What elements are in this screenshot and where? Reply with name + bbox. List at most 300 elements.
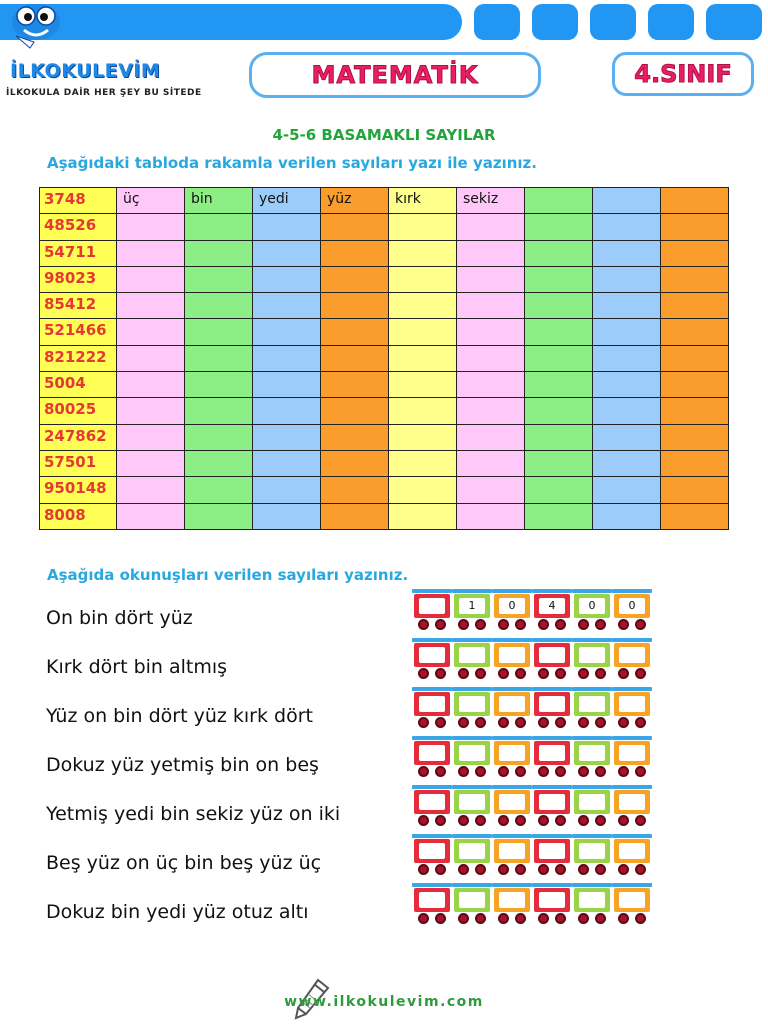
wheel-icon <box>555 815 566 826</box>
example-word-cell[interactable]: yedi <box>253 188 321 214</box>
answer-cell[interactable] <box>525 319 593 345</box>
site-tagline: İLKOKULA DAİR HER ŞEY BU SİTEDE <box>6 88 202 98</box>
train-car-body <box>414 839 450 863</box>
answer-cell[interactable] <box>185 345 253 371</box>
answer-cell[interactable] <box>593 372 661 398</box>
wheel-icon <box>618 913 629 924</box>
answer-cell[interactable] <box>389 345 457 371</box>
answer-cell[interactable] <box>525 372 593 398</box>
answer-cell[interactable] <box>661 503 729 529</box>
train-digit-box-empty[interactable] <box>579 745 605 761</box>
wheel-icon <box>595 913 606 924</box>
train-digit-box-empty[interactable] <box>419 745 445 761</box>
answer-cell[interactable] <box>593 450 661 476</box>
train-car-body <box>574 888 610 912</box>
train-car-roof <box>612 638 652 642</box>
answer-cell[interactable] <box>661 319 729 345</box>
train-digit-box[interactable]: 0 <box>619 598 645 614</box>
train-car-roof <box>612 834 652 838</box>
train-car-body <box>534 643 570 667</box>
answer-cell[interactable] <box>457 477 525 503</box>
answer-cell[interactable] <box>117 398 185 424</box>
answer-cell[interactable] <box>321 214 389 240</box>
answer-cell[interactable] <box>525 477 593 503</box>
wheel-icon <box>475 913 486 924</box>
train-digit-box[interactable]: 0 <box>579 598 605 614</box>
answer-cell[interactable] <box>661 372 729 398</box>
example-word-cell[interactable]: sekiz <box>457 188 525 214</box>
answer-cell[interactable] <box>321 503 389 529</box>
train-digit-box-empty[interactable] <box>579 647 605 663</box>
train-car <box>414 785 450 827</box>
answer-cell[interactable] <box>389 293 457 319</box>
answer-cell[interactable] <box>661 214 729 240</box>
train-car <box>454 883 490 925</box>
wheel-icon <box>538 815 549 826</box>
answer-cell[interactable] <box>253 214 321 240</box>
train-answer <box>410 834 655 878</box>
answer-cell[interactable] <box>321 319 389 345</box>
wheel-icon <box>498 913 509 924</box>
answer-cell[interactable] <box>185 319 253 345</box>
reading-text: Kırk dört bin altmış <box>46 656 228 678</box>
answer-cell[interactable] <box>661 424 729 450</box>
answer-cell[interactable] <box>321 450 389 476</box>
train-car-roof <box>412 736 452 740</box>
train-digit-box[interactable]: 1 <box>459 598 485 614</box>
answer-cell[interactable] <box>389 372 457 398</box>
wheel-icon <box>635 619 646 630</box>
train-digit-box-empty[interactable] <box>539 843 565 859</box>
table-row <box>40 424 729 450</box>
train-digit-box-empty[interactable] <box>499 745 525 761</box>
train-digit-box-empty[interactable] <box>499 892 525 908</box>
answer-cell[interactable] <box>661 266 729 292</box>
table-number-cell: 54711 <box>40 240 117 266</box>
answer-cell[interactable] <box>117 240 185 266</box>
answer-cell[interactable] <box>457 345 525 371</box>
wheel-icon <box>515 913 526 924</box>
table-number-cell: 8008 <box>40 503 117 529</box>
answer-cell[interactable] <box>117 477 185 503</box>
answer-cell[interactable] <box>117 214 185 240</box>
table-number-cell: 521466 <box>40 319 117 345</box>
train-car <box>574 883 610 925</box>
train-car-roof <box>612 736 652 740</box>
example-word-cell[interactable]: üç <box>117 188 185 214</box>
wheel-icon <box>418 864 429 875</box>
footer-url: www.ilkokulevim.com <box>284 994 484 1010</box>
train-car-body <box>574 839 610 863</box>
wheel-icon <box>498 766 509 777</box>
train-car-body <box>414 888 450 912</box>
answer-cell[interactable] <box>593 345 661 371</box>
answer-cell[interactable] <box>321 293 389 319</box>
answer-cell[interactable] <box>117 293 185 319</box>
train-car <box>534 834 570 876</box>
answer-cell[interactable] <box>457 424 525 450</box>
train-digit-box-empty[interactable] <box>499 794 525 810</box>
answer-cell[interactable] <box>525 214 593 240</box>
answer-cell[interactable] <box>253 477 321 503</box>
train-car <box>614 736 650 778</box>
train-digit-box-empty[interactable] <box>619 843 645 859</box>
wheel-icon <box>635 815 646 826</box>
answer-cell[interactable] <box>117 503 185 529</box>
answer-cell[interactable] <box>185 424 253 450</box>
train-car-body <box>494 643 530 667</box>
train-digit-box-empty[interactable] <box>459 647 485 663</box>
answer-cell[interactable] <box>389 266 457 292</box>
answer-cell[interactable] <box>389 477 457 503</box>
wheel-icon <box>538 864 549 875</box>
train-answer <box>410 589 655 633</box>
answer-cell[interactable] <box>253 450 321 476</box>
train-digit-box-empty[interactable] <box>419 892 445 908</box>
answer-cell[interactable] <box>593 424 661 450</box>
wheel-icon <box>578 864 589 875</box>
table-number-cell: 821222 <box>40 345 117 371</box>
answer-cell[interactable] <box>117 372 185 398</box>
answer-cell[interactable] <box>321 345 389 371</box>
answer-cell[interactable] <box>117 450 185 476</box>
wheel-icon <box>498 864 509 875</box>
train-car-body <box>614 594 650 618</box>
wheel-icon <box>515 668 526 679</box>
train-digit-box-empty[interactable] <box>579 696 605 712</box>
train-car-body <box>534 594 570 618</box>
answer-cell[interactable] <box>661 477 729 503</box>
train-car-roof <box>492 785 532 789</box>
train-digit-box-empty[interactable] <box>539 892 565 908</box>
train-digit-box-empty[interactable] <box>579 794 605 810</box>
answer-cell[interactable] <box>185 240 253 266</box>
example-word-cell[interactable]: bin <box>185 188 253 214</box>
answer-cell[interactable] <box>457 372 525 398</box>
train-digit-box-empty[interactable] <box>579 892 605 908</box>
train-car-body <box>494 594 530 618</box>
answer-cell[interactable] <box>525 450 593 476</box>
answer-cell[interactable] <box>525 345 593 371</box>
train-car-body <box>494 839 530 863</box>
answer-cell[interactable] <box>593 293 661 319</box>
answer-cell[interactable] <box>389 214 457 240</box>
header-tab-3 <box>590 4 636 40</box>
train-car-roof <box>452 589 492 593</box>
answer-cell[interactable] <box>457 450 525 476</box>
answer-cell[interactable] <box>185 477 253 503</box>
train-car-body <box>534 839 570 863</box>
wheel-icon <box>595 864 606 875</box>
reading-text: Yüz on bin dört yüz kırk dört <box>46 705 313 727</box>
answer-cell[interactable] <box>593 477 661 503</box>
answer-cell[interactable] <box>185 450 253 476</box>
table-number-cell: 247862 <box>40 424 117 450</box>
train-car-roof <box>492 834 532 838</box>
wheel-icon <box>418 913 429 924</box>
train-digit-box-empty[interactable] <box>419 794 445 810</box>
wheel-icon <box>555 619 566 630</box>
answer-cell[interactable] <box>593 214 661 240</box>
answer-cell[interactable] <box>185 214 253 240</box>
table-row <box>40 266 729 292</box>
answer-cell[interactable] <box>593 240 661 266</box>
train-digit-box-empty[interactable] <box>539 696 565 712</box>
answer-cell[interactable] <box>117 424 185 450</box>
table-row <box>40 214 729 240</box>
answer-cell[interactable] <box>253 372 321 398</box>
answer-cell[interactable] <box>253 240 321 266</box>
train-digit-box-empty[interactable] <box>499 647 525 663</box>
wheel-icon <box>458 815 469 826</box>
train-digit-box-empty[interactable] <box>499 696 525 712</box>
answer-cell[interactable] <box>253 345 321 371</box>
train-car <box>574 736 610 778</box>
train-car-body <box>614 888 650 912</box>
train-car-roof <box>492 589 532 593</box>
wheel-icon <box>475 619 486 630</box>
train-car <box>454 785 490 827</box>
answer-cell[interactable] <box>117 266 185 292</box>
wheel-icon <box>635 717 646 728</box>
train-car-roof <box>412 687 452 691</box>
train-digit-box-empty[interactable] <box>499 843 525 859</box>
train-digit-box-empty[interactable] <box>459 794 485 810</box>
train-digit-box-empty[interactable] <box>419 843 445 859</box>
answer-cell[interactable] <box>525 266 593 292</box>
answer-cell[interactable] <box>321 398 389 424</box>
wheel-icon <box>498 717 509 728</box>
answer-cell[interactable] <box>525 240 593 266</box>
train-car-roof <box>572 687 612 691</box>
wheel-icon <box>635 668 646 679</box>
train-digit-box-empty[interactable] <box>619 647 645 663</box>
example-word-cell[interactable] <box>593 188 661 214</box>
wheel-icon <box>618 815 629 826</box>
train-car-roof <box>452 638 492 642</box>
table-number-cell: 950148 <box>40 477 117 503</box>
train-car-roof <box>612 589 652 593</box>
answer-cell[interactable] <box>593 319 661 345</box>
answer-cell[interactable] <box>321 424 389 450</box>
train-car-roof <box>532 785 572 789</box>
answer-cell[interactable] <box>185 503 253 529</box>
answer-cell[interactable] <box>185 266 253 292</box>
answer-cell[interactable] <box>389 450 457 476</box>
header-tab-1 <box>474 4 520 40</box>
train-car-roof <box>532 589 572 593</box>
answer-cell[interactable] <box>185 398 253 424</box>
wheel-icon <box>458 913 469 924</box>
train-car-body <box>414 790 450 814</box>
train-car-body <box>454 888 490 912</box>
answer-cell[interactable] <box>457 398 525 424</box>
answer-cell[interactable] <box>457 240 525 266</box>
example-word-cell[interactable]: kırk <box>389 188 457 214</box>
answer-cell[interactable] <box>253 319 321 345</box>
train-digit-box-empty[interactable] <box>459 696 485 712</box>
answer-cell[interactable] <box>117 345 185 371</box>
train-car-body <box>414 594 450 618</box>
train-digit-box[interactable]: 0 <box>499 598 525 614</box>
example-word-cell[interactable] <box>525 188 593 214</box>
train-digit-box-empty[interactable] <box>619 696 645 712</box>
answer-cell[interactable] <box>593 398 661 424</box>
table-row <box>40 503 729 529</box>
train-digit-box-empty[interactable] <box>419 696 445 712</box>
answer-cell[interactable] <box>457 214 525 240</box>
wheel-icon <box>595 717 606 728</box>
answer-cell[interactable] <box>253 398 321 424</box>
answer-cell[interactable] <box>185 372 253 398</box>
train-digit-box-empty[interactable] <box>539 794 565 810</box>
train-digit-box[interactable]: 4 <box>539 598 565 614</box>
wheel-icon <box>418 815 429 826</box>
answer-cell[interactable] <box>321 477 389 503</box>
train-car <box>614 638 650 680</box>
train-car <box>534 589 570 631</box>
answer-cell[interactable] <box>661 293 729 319</box>
train-car-roof <box>612 883 652 887</box>
train-car-roof <box>492 883 532 887</box>
answer-cell[interactable] <box>457 319 525 345</box>
wheel-icon <box>458 717 469 728</box>
train-car <box>574 785 610 827</box>
answer-cell[interactable] <box>661 240 729 266</box>
train-car-roof <box>452 785 492 789</box>
wheel-icon <box>435 717 446 728</box>
train-digit-box-empty[interactable] <box>419 598 445 614</box>
answer-cell[interactable] <box>321 372 389 398</box>
answer-cell[interactable] <box>457 293 525 319</box>
train-car-roof <box>412 785 452 789</box>
table-number-cell: 80025 <box>40 398 117 424</box>
answer-cell[interactable] <box>389 319 457 345</box>
train-car <box>414 589 450 631</box>
answer-cell[interactable] <box>389 398 457 424</box>
table-row <box>40 477 729 503</box>
train-digit-box-empty[interactable] <box>459 745 485 761</box>
train-car-body <box>574 643 610 667</box>
table-number-cell: 57501 <box>40 450 117 476</box>
train-car-body <box>454 790 490 814</box>
train-answer <box>410 638 655 682</box>
answer-cell[interactable] <box>253 266 321 292</box>
train-digit-box-empty[interactable] <box>539 745 565 761</box>
train-digit-box-empty[interactable] <box>619 892 645 908</box>
train-car <box>574 687 610 729</box>
wheel-icon <box>515 619 526 630</box>
answer-cell[interactable] <box>321 266 389 292</box>
train-digit-box-empty[interactable] <box>459 843 485 859</box>
train-car <box>534 785 570 827</box>
wheel-icon <box>435 619 446 630</box>
train-car <box>494 589 530 631</box>
answer-cell[interactable] <box>457 503 525 529</box>
header-tab-4 <box>648 4 694 40</box>
answer-cell[interactable] <box>593 266 661 292</box>
train-car-body <box>534 692 570 716</box>
train-car-body <box>614 839 650 863</box>
train-car-roof <box>452 834 492 838</box>
answer-cell[interactable] <box>253 503 321 529</box>
wheel-icon <box>618 668 629 679</box>
train-digit-box-empty[interactable] <box>539 647 565 663</box>
train-car-roof <box>492 736 532 740</box>
answer-cell[interactable] <box>253 424 321 450</box>
train-car <box>534 638 570 680</box>
train-car <box>454 589 490 631</box>
answer-cell[interactable] <box>661 398 729 424</box>
train-car-roof <box>532 834 572 838</box>
worksheet-title: 4-5-6 BASAMAKLI SAYILAR <box>272 126 496 144</box>
train-digit-box-empty[interactable] <box>419 647 445 663</box>
answer-cell[interactable] <box>321 240 389 266</box>
train-digit-box-empty[interactable] <box>459 892 485 908</box>
train-car-roof <box>412 589 452 593</box>
answer-cell[interactable] <box>253 293 321 319</box>
grade-label: 4.SINIF <box>634 60 732 88</box>
wheel-icon <box>595 815 606 826</box>
answer-cell[interactable] <box>525 503 593 529</box>
answer-cell[interactable] <box>389 240 457 266</box>
train-car-body <box>574 594 610 618</box>
site-logo: İLKOKULEVİM <box>10 60 161 82</box>
wheel-icon <box>555 668 566 679</box>
train-digit-box-empty[interactable] <box>619 745 645 761</box>
answer-cell[interactable] <box>457 266 525 292</box>
wheel-icon <box>538 668 549 679</box>
wheel-icon <box>555 717 566 728</box>
table-number-cell: 3748 <box>40 188 117 214</box>
answer-cell[interactable] <box>593 503 661 529</box>
wheel-icon <box>618 619 629 630</box>
train-car <box>414 687 450 729</box>
wheel-icon <box>418 766 429 777</box>
reading-text: Beş yüz on üç bin beş yüz üç <box>46 852 322 874</box>
wheel-icon <box>475 864 486 875</box>
table-row <box>40 345 729 371</box>
train-answer <box>410 785 655 829</box>
train-car-body <box>454 594 490 618</box>
wheel-icon <box>578 815 589 826</box>
wheel-icon <box>618 717 629 728</box>
train-car-roof <box>412 834 452 838</box>
wheel-icon <box>418 717 429 728</box>
reading-text: On bin dört yüz <box>46 607 193 629</box>
example-word-cell[interactable] <box>661 188 729 214</box>
answer-cell[interactable] <box>661 345 729 371</box>
wheel-icon <box>555 864 566 875</box>
train-digit-box-empty[interactable] <box>579 843 605 859</box>
example-word-cell[interactable]: yüz <box>321 188 389 214</box>
answer-cell[interactable] <box>525 424 593 450</box>
wheel-icon <box>475 717 486 728</box>
train-car <box>494 834 530 876</box>
answer-cell[interactable] <box>525 398 593 424</box>
wheel-icon <box>538 717 549 728</box>
answer-cell[interactable] <box>389 503 457 529</box>
wheel-icon <box>635 864 646 875</box>
answer-cell[interactable] <box>525 293 593 319</box>
train-digit-box-empty[interactable] <box>619 794 645 810</box>
answer-cell[interactable] <box>185 293 253 319</box>
answer-cell[interactable] <box>389 424 457 450</box>
train-car-roof <box>452 883 492 887</box>
wheel-icon <box>635 766 646 777</box>
answer-cell[interactable] <box>661 450 729 476</box>
answer-cell[interactable] <box>117 319 185 345</box>
